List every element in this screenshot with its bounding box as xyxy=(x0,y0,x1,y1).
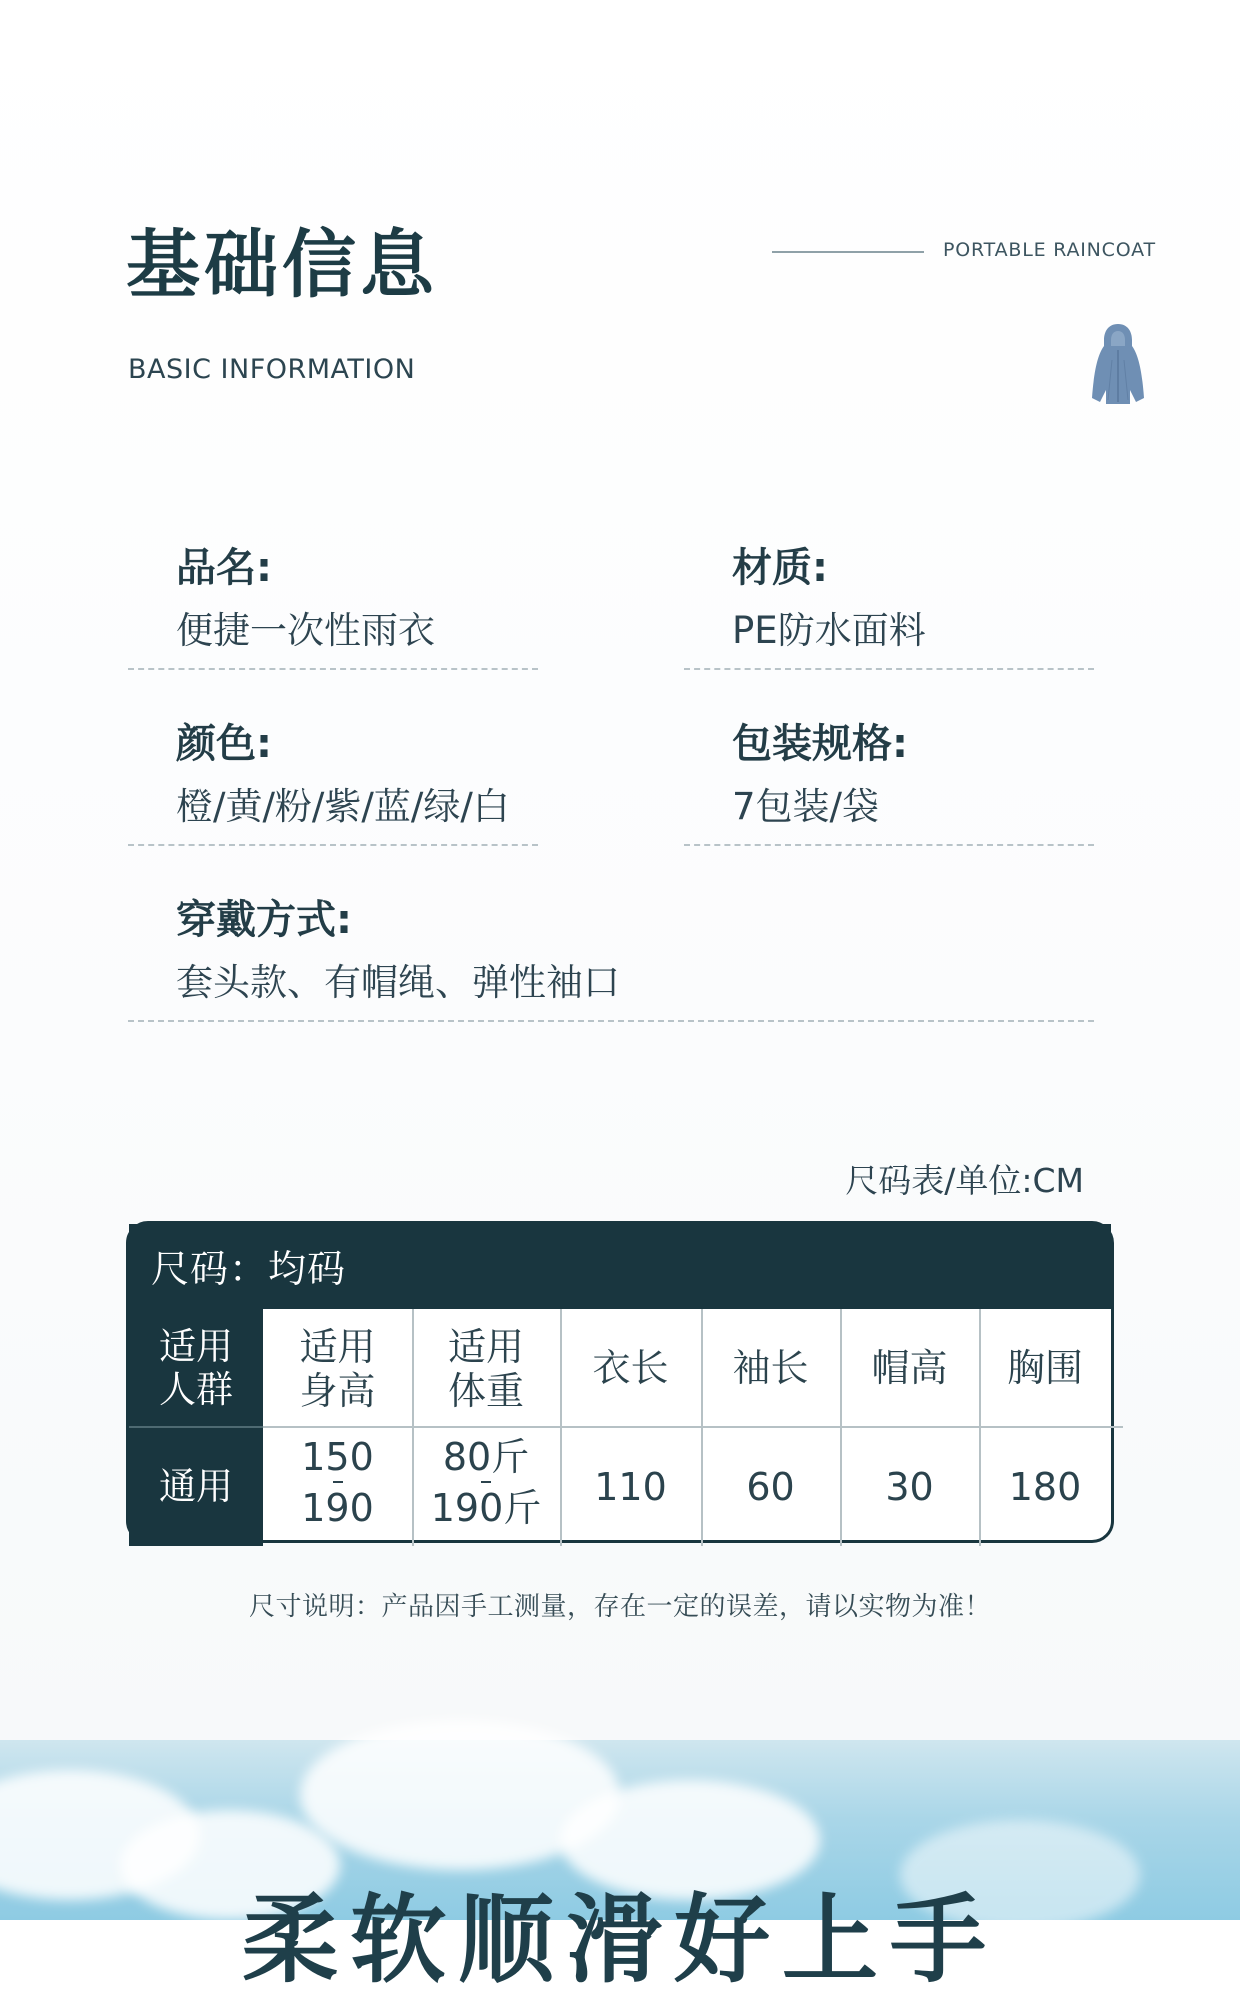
field-label: 颜色: xyxy=(176,721,272,767)
cell-hood: 30 xyxy=(885,1465,934,1509)
field-label: 品名: xyxy=(176,545,272,591)
banner-title: 柔软顺滑好上手 xyxy=(242,1884,998,1996)
field-value: 便捷一次性雨衣 xyxy=(176,609,435,652)
field-label: 穿戴方式: xyxy=(176,897,352,943)
section-title: 基础信息 xyxy=(126,222,438,308)
col-header-height: 适用 身高 xyxy=(299,1325,376,1413)
field-package xyxy=(684,721,1094,846)
col-header-chest: 胸围 xyxy=(1006,1346,1083,1390)
cell-weight-range: 80斤 190斤 xyxy=(430,1435,542,1530)
field-material xyxy=(684,545,1094,670)
cell-height-range: 150 190 xyxy=(301,1435,374,1530)
col-header-weight: 适用 体重 xyxy=(447,1325,524,1413)
field-color xyxy=(128,721,538,846)
raincoat-icon xyxy=(1090,320,1146,410)
cloud-decoration xyxy=(560,1780,820,1900)
cell-chest: 180 xyxy=(1008,1465,1082,1509)
section-subtitle: BASIC INFORMATION xyxy=(128,354,416,385)
col-header-sleeve: 袖长 xyxy=(732,1346,809,1390)
col-header-hood: 帽高 xyxy=(871,1346,948,1390)
row-label-general: 通用 xyxy=(159,1465,233,1508)
field-value: 橙/黄/粉/紫/蓝/绿/白 xyxy=(176,785,510,828)
field-value: PE防水面料 xyxy=(732,609,926,652)
field-product-name xyxy=(128,545,538,670)
field-label: 包装规格: xyxy=(732,721,908,767)
row-header-divider xyxy=(129,1426,263,1428)
cell-length: 110 xyxy=(594,1465,667,1509)
size-chart-unit: 尺码表/单位:CM xyxy=(845,1161,1084,1200)
field-value: 套头款、有帽绳、弹性袖口 xyxy=(176,961,620,1004)
col-header-crowd: 适用 人群 xyxy=(159,1325,233,1411)
size-table xyxy=(126,1221,1114,1543)
size-table-header xyxy=(129,1224,1111,1309)
col-header-length: 衣长 xyxy=(592,1346,669,1390)
field-wear-method xyxy=(128,897,1094,1022)
tag-divider xyxy=(772,251,924,253)
size-note: 尺寸说明：产品因手工测量，存在一定的误差，请以实物为准！ xyxy=(248,1592,991,1622)
field-label: 材质: xyxy=(732,545,828,591)
sky-banner xyxy=(0,1740,1240,1996)
product-tag: PORTABLE RAINCOAT xyxy=(943,239,1156,261)
grid-line xyxy=(263,1426,1123,1428)
field-value: 7包装/袋 xyxy=(732,785,880,828)
cell-sleeve: 60 xyxy=(746,1465,795,1509)
size-table-title: 尺码：均码 xyxy=(151,1247,347,1291)
